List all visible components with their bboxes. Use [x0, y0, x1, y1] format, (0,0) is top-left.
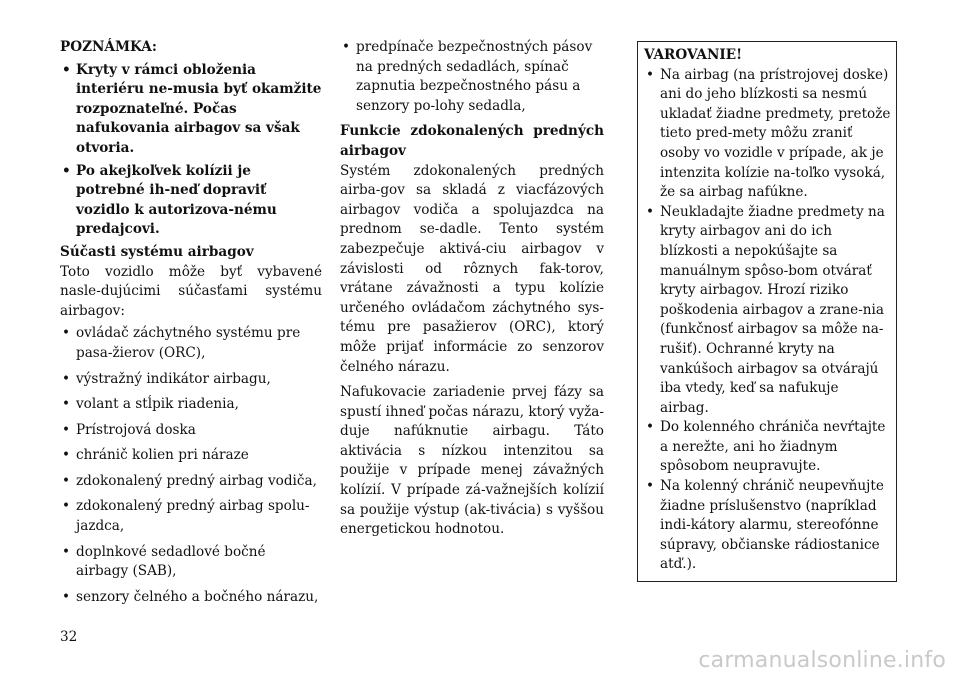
list-item: • ovládač záchytného systému pre pasa-žierov (ORC), — [60, 324, 322, 363]
note-list — [60, 61, 322, 240]
warning-list — [644, 66, 891, 575]
list-item: • Prístrojová doska — [60, 421, 322, 441]
list-item: • doplnkové sedadlové bočné airbagy (SAB), — [60, 543, 322, 582]
functions-heading: Funkcie zdokonalených predných airbagov — [340, 123, 604, 159]
list-item: • volant a stĺpik riadenia, — [60, 395, 322, 415]
middle-list — [340, 38, 604, 116]
warning-heading: VAROVANIE! — [644, 47, 743, 63]
note-heading: POZNÁMKA: — [60, 39, 157, 55]
list-item: • senzory čelného a bočného nárazu, — [60, 588, 322, 608]
functions-paragraph: Systém zdokonalených predných airba-gov sa skladá z viacfázových airbagov vodiča a spolujazdca na prednom se-dadle. Tento systém zabezpečuje aktivá-ciu airbagov v závislosti od rôznych fak-torov, vrátane závažnosti a typu kolízie určeného ovládačom záchytného sys-tému pre pasažierov (ORC), ktorý môže prijať informácie zo senzorov čelného nárazu. — [340, 162, 604, 375]
list-item: • výstražný indikátor airbagu, — [60, 370, 322, 390]
note-item: • Po akejkoľvek kolízii je potrebné ih-neď dopraviť vozidlo k autorizova-nému predajcovi. — [60, 162, 322, 240]
parts-heading: Súčasti systému airbagov — [60, 243, 254, 260]
warning-item: • Na kolenný chránič neupevňujte žiadne príslušenstvo (napríklad indi-kátory alarmu, stereofónne súpravy, občianske rádiostanice atď.). — [644, 477, 891, 575]
list-item: • zdokonalený predný airbag vodiča, — [60, 472, 322, 492]
watermark: carmanualsonline.info — [698, 648, 946, 673]
warning-item: • Do kolenného chrániča nevŕtajte a nerežte, ani ho žiadnym spôsobom neupravujte. — [644, 418, 891, 477]
page-number: 32 — [60, 629, 78, 645]
list-item: • chránič kolien pri náraze — [60, 446, 322, 466]
warning-item: • Na airbag (na prístrojovej doske) ani do jeho blízkosti sa nesmú ukladať žiadne predmety, pretože tieto pred-mety môžu zraniť osoby vo vozidle v prípade, ak je intenzita kolízie na-toľko vysoká, že sa airbag nafúkne. — [644, 66, 891, 203]
left-column — [60, 38, 322, 607]
middle-column — [340, 38, 604, 540]
parts-list — [60, 324, 322, 607]
note-item: • Kryty v rámci obloženia interiéru ne-musia byť okamžite rozpoznateľné. Počas nafukovania airbagov sa však otvoria. — [60, 61, 322, 159]
parts-intro: Toto vozidlo môže byť vybavené nasle-dujúcimi súčasťami systému airbagov: — [60, 263, 322, 319]
list-item: • zdokonalený predný airbag spolu-jazdca, — [60, 497, 322, 536]
warning-box — [637, 41, 897, 582]
warning-item: • Neukladajte žiadne predmety na kryty airbagov ani do ich blízkosti a nepokúšajte sa manuálnym spôso-bom otvárať kryty airbagov. Hrozí riziko poškodenia airbagov a zrane-nia (funkčnosť airbagov sa môže na-rušiť). Ochranné kryty na vankúšoch airbagov sa otvárajú iba vtedy, keď sa nafukuje airbag. — [644, 203, 891, 419]
functions-paragraph-2: Nafukovacie zariadenie prvej fázy sa spustí ihneď počas nárazu, ktorý vyža-duje nafúknutie airbagu. Táto aktivácia s nízkou intenzitou sa použije v prípade menej závažných kolízií. V prípade zá-važnejších kolízií sa použije výstup (ak-tivácia) s vyššou energetickou hodnotou. — [340, 384, 604, 538]
list-item: • predpínače bezpečnostných pásov na predných sedadlách, spínač zapnutia bezpečnostného pásu a senzory po-lohy sedadla, — [340, 38, 604, 116]
